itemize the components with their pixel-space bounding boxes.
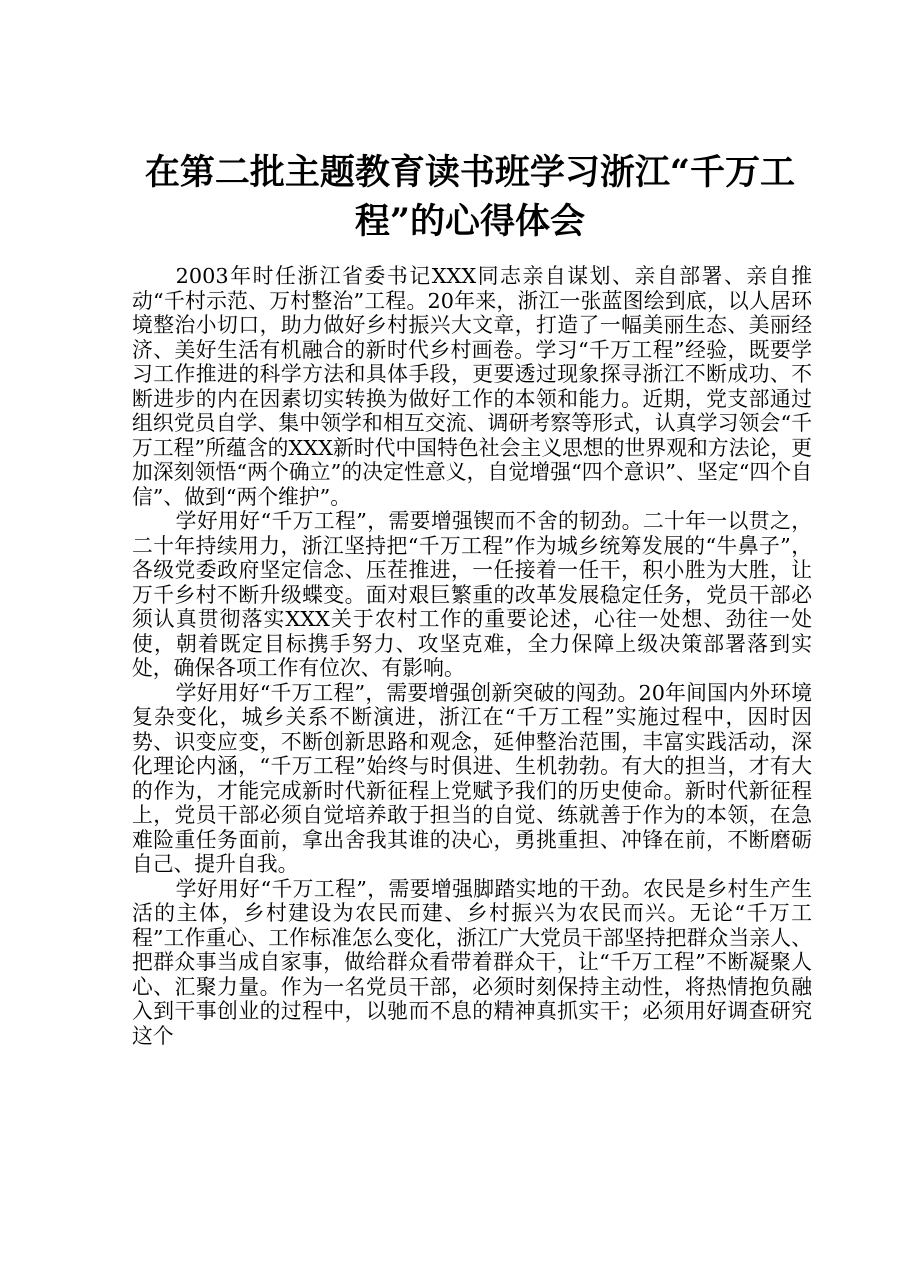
- paragraph-1: 2003年时任浙江省委书记XXX同志亲自谋划、亲自部署、亲自推动“千村示范、万村整治”工程。20年来，浙江一张蓝图绘到底，以人居环境整治小切口，助力做好乡村振兴大文章，打造了一幅美丽生态、美丽经济、美好生活有机融合的新时代乡村画卷。学习“千万工程”经验，既要学习工作推进的科学方法和具体手段，更要透过现象探寻浙江不断成功、不断进步的内在因素切实转换为做好工作的本领和能力。近期，党支部通过组织党员自学、集中领学和相互交流、调研考察等形式，认真学习领会“千万工程”所蕴含的XXX新时代中国特色社会主义思想的世界观和方法论，更加深刻领悟“两个确立”的决定性意义，自觉增强“四个意识”、坚定“四个自信”、做到“两个维护”。: [132, 264, 812, 509]
- document-title: 在第二批主题教育读书班学习浙江“千万工程”的心得体会: [144, 152, 796, 242]
- document-body: [132, 264, 812, 1048]
- paragraph-4: 学好用好“千万工程”，需要增强脚踏实地的干劲。农民是乡村生产生活的主体，乡村建设为农民而建、乡村振兴为农民而兴。无论“千万工程”工作重心、工作标准怎么变化，浙江广大党员干部坚持把群众当亲人、把群众事当成自家事，做给群众看带着群众干，让“千万工程”不断凝聚人心、汇聚力量。作为一名党员干部，必须时刻保持主动性，将热情抱负融入到干事创业的过程中，以驰而不息的精神真抓实干；必须用好调查研究这个: [132, 876, 812, 1048]
- paragraph-3: 学好用好“千万工程”，需要增强创新突破的闯劲。20年间国内外环境复杂变化，城乡关系不断演进，浙江在“千万工程”实施过程中，因时因势、识变应变，不断创新思路和观念，延伸整治范围，丰富实践活动，深化理论内涵，“千万工程”始终与时俱进、生机勃勃。有大的担当，才有大的作为，才能完成新时代新征程上党赋予我们的历史使命。新时代新征程上，党员干部必须自觉培养敢于担当的自觉、练就善于作为的本领，在急难险重任务面前，拿出舍我其谁的决心，勇挑重担、冲锋在前，不断磨砺自己、提升自我。: [132, 680, 812, 876]
- paragraph-2: 学好用好“千万工程”，需要增强锲而不舍的韧劲。二十年一以贯之，二十年持续用力，浙江坚持把“千万工程”作为城乡统筹发展的“牛鼻子”，各级党委政府坚定信念、压茬推进，一任接着一任干，积小胜为大胜，让万千乡村不断升级蝶变。面对艰巨繁重的改革发展稳定任务，党员干部必须认真贯彻落实XXX关于农村工作的重要论述，心往一处想、劲往一处使，朝着既定目标携手努力、攻坚克难，全力保障上级决策部署落到实处，确保各项工作有位次、有影响。: [132, 509, 812, 680]
